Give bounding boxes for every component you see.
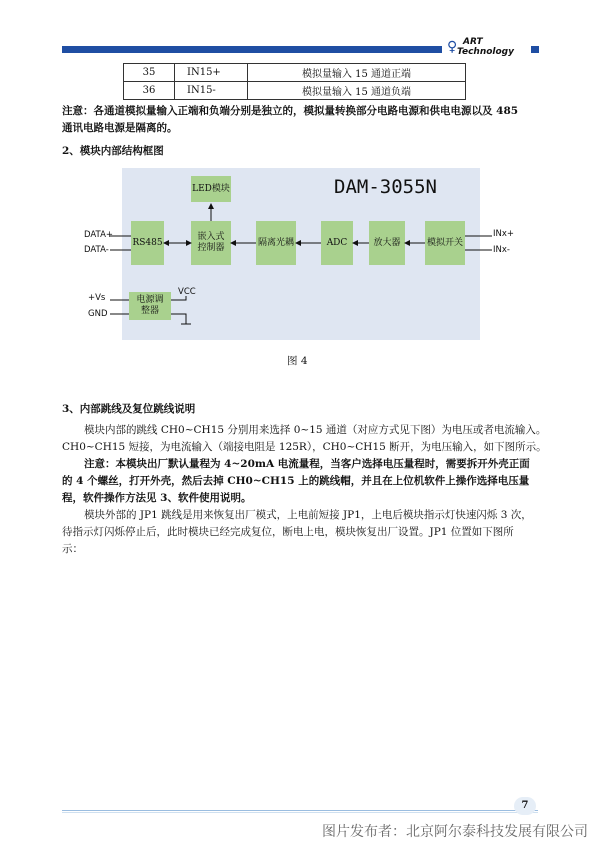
footer-line (62, 810, 538, 811)
block-adc: ADC (321, 221, 353, 265)
note-range-line2: 的 4 个螺丝，打开外壳，然后去掉 CH0~CH15 上的跳线帽，并且在上位机软件上操作选择电压量 (62, 475, 530, 487)
table-cell: 模拟量输入 15 通道正端 (248, 64, 466, 82)
ground-line (171, 314, 186, 324)
note-range-line3: 程，软件操作方法见 3、软件使用说明。 (62, 492, 252, 504)
section-title-structure: 2、模块内部结构框图 (62, 145, 164, 157)
figure-caption: 图 4 (287, 355, 308, 367)
logo-mark-icon: ♀ (447, 39, 458, 55)
block-led: LED模块 (191, 176, 231, 202)
table-cell: IN15- (175, 82, 248, 100)
block-power-line1: 电源调 (136, 295, 164, 305)
label-inx-minus: INx- (493, 245, 510, 255)
label-vs: +Vs (88, 293, 106, 303)
publisher-watermark: 图片发布者：北京阿尔泰科技发展有限公司 (322, 824, 588, 840)
block-rs485: RS485 (131, 221, 164, 265)
logo-text-art: ART (463, 37, 483, 47)
table-cell: 模拟量输入 15 通道负端 (248, 82, 466, 100)
para-jumpers-line2: CH0~CH15 短接，为电流输入（端接电阻是 125R），CH0~CH15 断开，为电压输入，如下图所示。 (62, 441, 547, 453)
block-mux: 模拟开关 (425, 221, 465, 265)
vcc-line (171, 296, 186, 300)
block-mcu-line2: 控制器 (197, 243, 225, 253)
page-number: 7 (514, 797, 536, 815)
para-jp1-line1: 模块外部的 JP1 跳线是用来恢复出厂模式，上电前短接 JP1，上电后模块指示灯快速闪烁 3 次， (84, 509, 532, 521)
block-mcu-line1: 嵌入式 (197, 232, 225, 242)
label-data-minus: DATA- (84, 245, 109, 255)
diagram-title: DAM-3055N (334, 176, 437, 198)
label-vcc: VCC (178, 287, 196, 297)
label-inx-plus: INx+ (493, 229, 515, 239)
table-cell: 36 (124, 82, 175, 100)
block-isolator: 隔离光耦 (256, 221, 296, 265)
para-jp1-line3: 示： (62, 543, 83, 555)
label-gnd: GND (88, 309, 108, 319)
logo-text-technology: Technology (457, 47, 514, 57)
table-cell: 35 (124, 64, 175, 82)
footer-line-light (62, 812, 538, 813)
note-range-line1: 注意：本模块出厂默认量程为 4~20mA 电流量程，当客户选择电压量程时，需要拆开外壳正面 (84, 458, 530, 470)
block-amplifier: 放大器 (369, 221, 405, 265)
para-jp1-line2: 待指示灯闪烁停止后，此时模块已经完成复位，断电上电，模块恢复出厂设置。JP1 位置如下图所 (62, 526, 514, 538)
block-power-line2: 整器 (140, 306, 159, 316)
label-data-plus: DATA+ (84, 230, 114, 240)
table-cell: IN15+ (175, 64, 248, 82)
note-isolation-line2: 通讯电路电源是隔离的。 (62, 122, 178, 134)
section-title-jumpers: 3、内部跳线及复位跳线说明 (62, 403, 196, 415)
note-isolation-line1: 注意：各通道模拟量输入正端和负端分别是独立的，模拟量转换部分电路电源和供电电源以及 485 (62, 105, 519, 117)
para-jumpers-line1: 模块内部的跳线 CH0~CH15 分别用来选择 0~15 通道（对应方式见下图）为电压或者电流输入。 (84, 424, 547, 436)
